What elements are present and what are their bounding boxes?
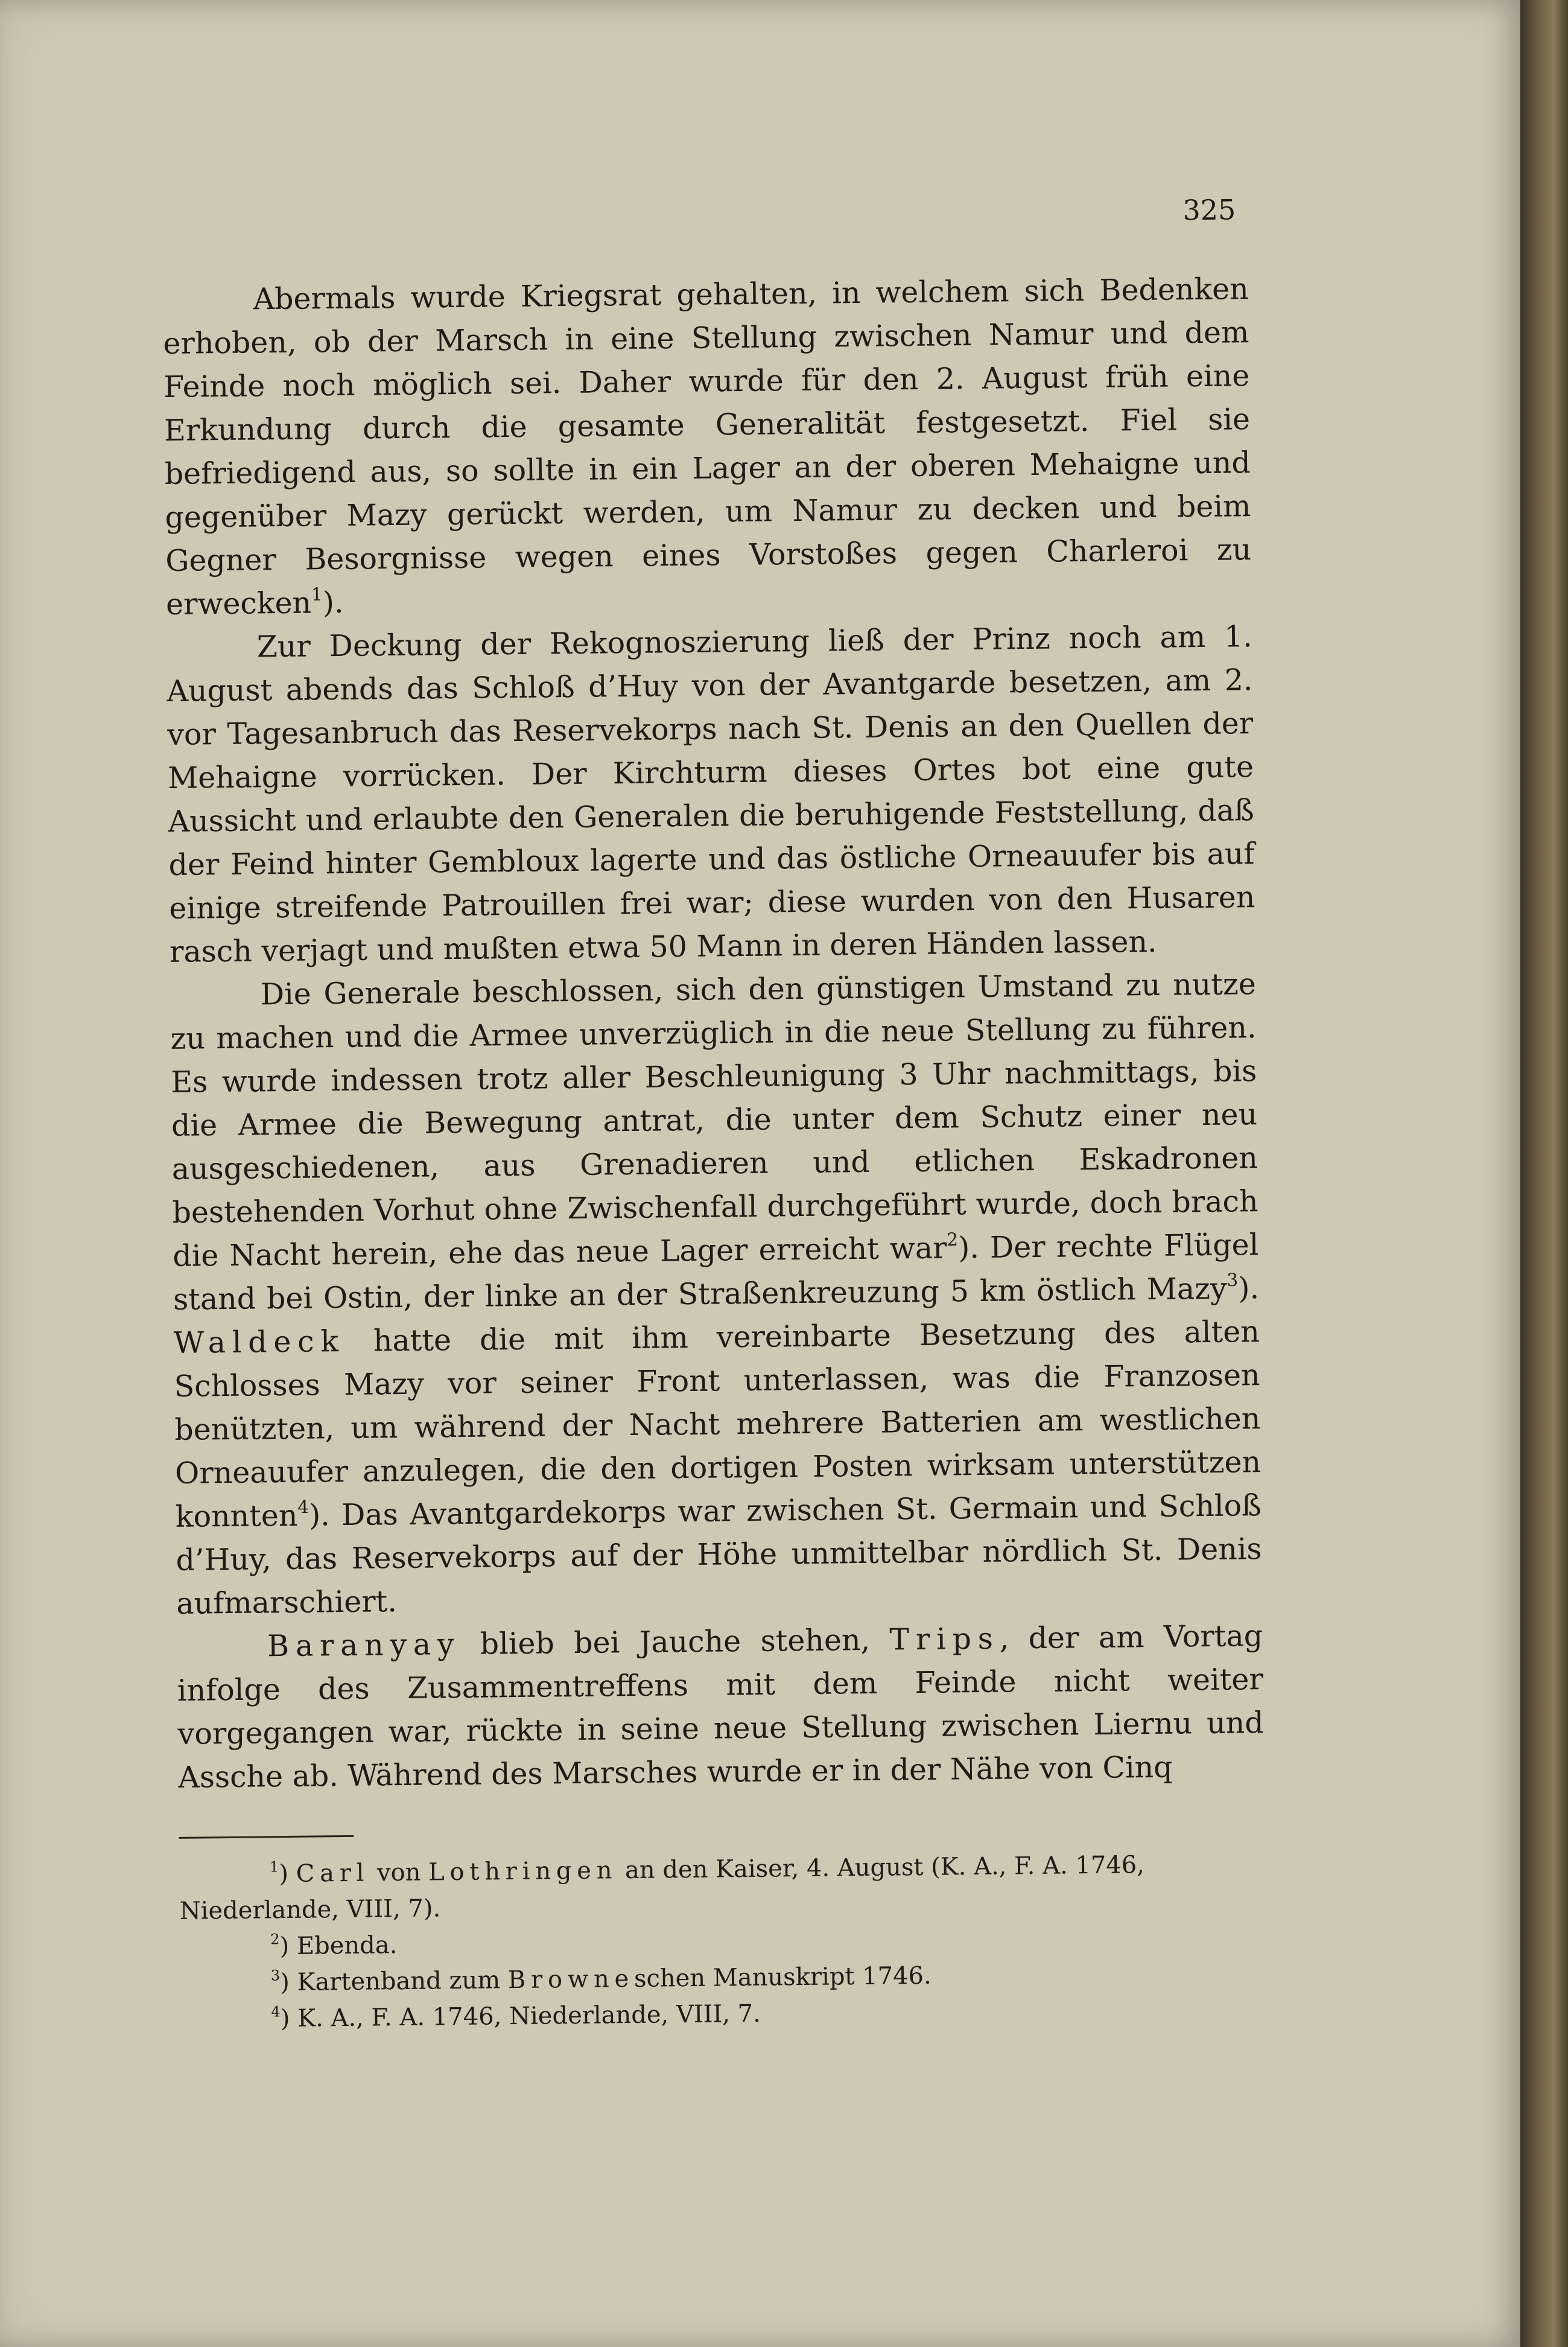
footnote-marker: 4 [271,2003,281,2021]
footnote-marker: 1 [269,1858,279,1876]
spaced-name: Carl [296,1859,370,1888]
spaced-name: Trips [889,1621,1000,1657]
paragraph [177,1614,1265,1800]
text-segment: ) K. A., F. A. 1746, Niederlande, VIII, 7. [280,1999,761,2033]
footnote-rule [179,1835,354,1839]
footnote-marker: 3 [270,1967,281,1984]
text-segment: blieb bei Jauche stehen, [460,1622,890,1661]
footnote [179,1845,1266,1929]
text-segment: ) [279,1859,296,1888]
footnote-marker: 3 [1227,1269,1239,1291]
text-segment: ). [1237,1271,1260,1306]
spaced-name: Lothringen [428,1856,618,1887]
spaced-name: Waldeck [173,1323,346,1360]
text-block [162,188,1267,2038]
body-text [162,267,1264,1800]
footnotes [179,1845,1267,2038]
text-segment: , der am Vortag infolge des Zusammentreffens mit dem Feinde nicht weiter vorgegangen war, rückte in seine neue Stellung zwischen Liernu und Assche ab. Während des Marsches wurde er in der Nähe von Cinq [177,1619,1264,1795]
footnote-marker: 2 [270,1931,280,1948]
text-segment: ) Kartenband zum [279,1966,509,1997]
spaced-name: Browne [507,1964,635,1995]
spaced-name: Baranyay [267,1626,461,1664]
text-segment: hatte die mit ihm vereinbarte Besetzung des alten Schlosses Mazy vor seiner Front unterlassen, was die Franzosen benützten, um während der Nacht mehrere Batterien am westlichen Orneauufer anzulegen, die den dortigen Posten wirksam unterstützen konnten [174,1314,1262,1534]
page-number: 325 [1182,193,1236,227]
text-segment: ). [322,585,344,620]
footnote-marker: 1 [311,584,323,605]
text-segment: Zur Deckung der Rekognoszierung ließ der Prinz noch am 1. August abends das Schloß d’Huy von der Avantgarde besetzen, am 2. vor Tagesanbruch das Reservekorps nach St. Denis an den Quellen der Mehaigne vorrücken. Der Kirchturm dieses Ortes bot eine gute Aussicht und erlaubte den Generalen die beruhigende Feststellung, daß der Feind hinter Gembloux lagerte und das östliche Orneauufer bis auf einige streifende Patrouillen frei war; diese wurden von den Husaren rasch verjagt und mußten etwa 50 Mann in deren Händen lassen. [167,619,1255,969]
book-page-edge [1520,0,1568,2347]
text-segment: ) Ebenda. [279,1931,398,1961]
text-segment: schen Manuskript 1746. [633,1961,932,1993]
text-segment: Abermals wurde Kriegsrat gehalten, in welchem sich Bedenken erhoben, ob der Marsch in eine Stellung zwischen Namur und dem Feinde noch möglich sei. Daher wurde für den 2. August früh eine Erkundung durch die gesamte Generalität festgesetzt. Fiel sie befriedigend aus, so sollte in ein Lager an der oberen Mehaigne und gegenüber Mazy gerückt werden, um Namur zu decken und beim Gegner Besorgnisse wegen eines Vorstoßes gegen Charleroi zu erwecken [163,272,1252,622]
text-segment: ). Der rechte Flügel stand bei Ostin, der linke an der Straßenkreuzung 5 km östlich Mazy [173,1228,1259,1317]
paragraph [162,267,1252,626]
text-segment: von [369,1858,429,1887]
paragraph [170,963,1262,1626]
footnote-marker: 4 [297,1496,309,1518]
text-segment: an den Kaiser, 4. August (K. A., F. A. 1746, Niederlande, VIII, 7). [179,1851,1145,1925]
text-segment: Die Generale beschlossen, sich den günstigen Umstand zu nutze zu machen und die Armee unverzüglich in die neue Stellung zu führen. Es wurde indessen trotz aller Beschleunigung 3 Uhr nachmittags, bis die Armee die Bewegung antrat, die unter dem Schutz einer neu ausgeschiedenen, aus Grenadieren und etlichen Eskadronen bestehenden Vorhut ohne Zwischenfall durchgeführt wurde, doch brach die Nacht herein, ehe das neue Lager erreicht war [170,967,1259,1273]
paragraph [166,615,1255,974]
text-segment: ). Das Avantgardekorps war zwischen St. Germain und Schloß d’Huy, das Reservekorps auf der Höhe unmittelbar nördlich St. Denis aufmarschiert. [176,1488,1262,1621]
footnote-marker: 2 [947,1229,959,1250]
